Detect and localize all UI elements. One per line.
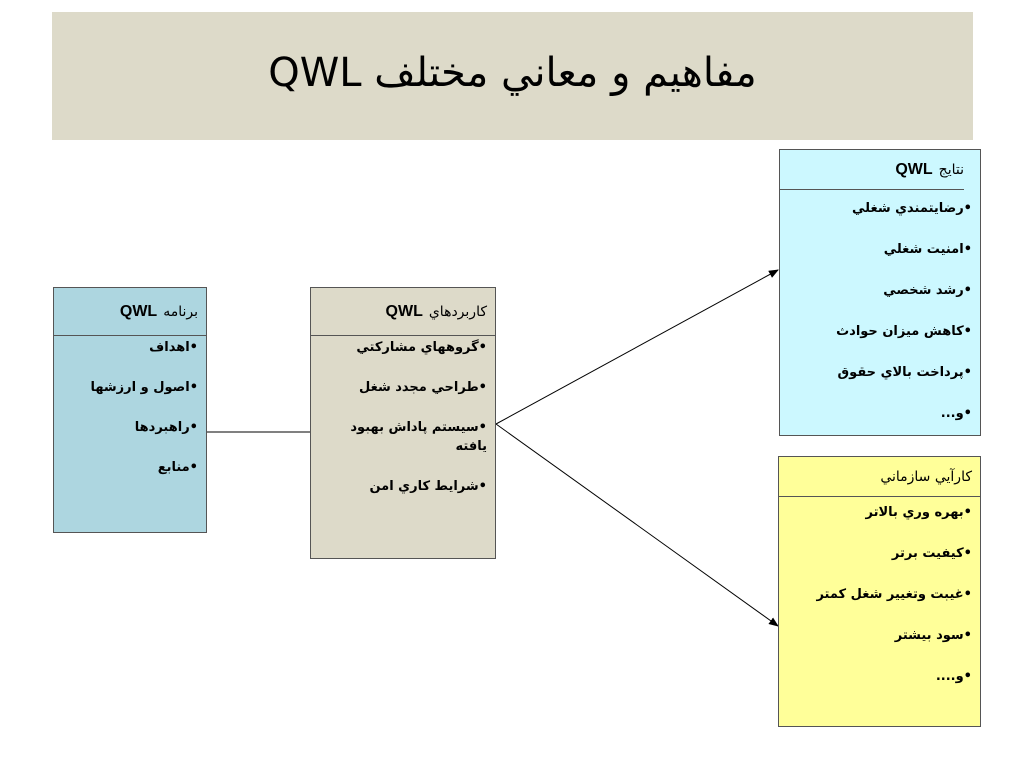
performance-item: •سود بيشتر — [894, 628, 972, 643]
program-item: •اهداف — [149, 340, 198, 355]
applications-box — [310, 287, 496, 559]
results-box — [779, 149, 981, 436]
applications-item: •گروههاي مشاركتي — [356, 340, 487, 355]
results-box-header — [780, 150, 964, 190]
performance-item: •بهره وري بالاتر — [865, 505, 972, 520]
results-item: •رضايتمندي شغلي — [852, 201, 972, 216]
applications-item: •شرايط كاري امن — [369, 479, 487, 494]
performance-box-header — [779, 457, 980, 497]
results-header-qwl: QWL — [895, 160, 933, 178]
applications-item: •سيستم پاداش بهبود يافته — [350, 420, 487, 454]
program-header-qwl: QWL — [119, 302, 158, 320]
results-item: •و... — [940, 406, 972, 421]
performance-item: •و.... — [935, 669, 972, 684]
program-box-header — [54, 288, 206, 336]
applications-header-label: كاربردهاي — [428, 303, 487, 320]
arrow-to-results — [496, 270, 778, 424]
performance-item: •كيفيت برتر — [891, 546, 972, 561]
program-item: •راهبردها — [134, 420, 198, 435]
program-header-label: برنامه — [163, 303, 198, 320]
performance-box — [778, 456, 981, 727]
program-item: •منابع — [157, 460, 198, 475]
results-item: •پرداخت بالاي حقوق — [837, 365, 972, 380]
applications-item: •طراحي مجدد شغل — [359, 380, 487, 395]
results-item: •رشد شخصي — [883, 283, 972, 298]
performance-item: •غيبت وتغيير شغل كمتر — [816, 587, 972, 602]
program-box — [53, 287, 207, 533]
applications-header-qwl: QWL — [385, 302, 423, 320]
results-item: •كاهش ميزان حوادث — [836, 324, 972, 339]
arrow-to-performance — [496, 424, 778, 626]
performance-header-label: كارآيي سازماني — [880, 468, 972, 485]
applications-box-header — [311, 288, 495, 336]
program-item: •اصول و ارزشها — [90, 380, 198, 395]
slide-title: مفاهيم و معاني مختلف QWL — [268, 50, 757, 96]
results-item: •امنيت شغلي — [883, 242, 972, 257]
results-header-label: نتايج — [938, 161, 964, 178]
